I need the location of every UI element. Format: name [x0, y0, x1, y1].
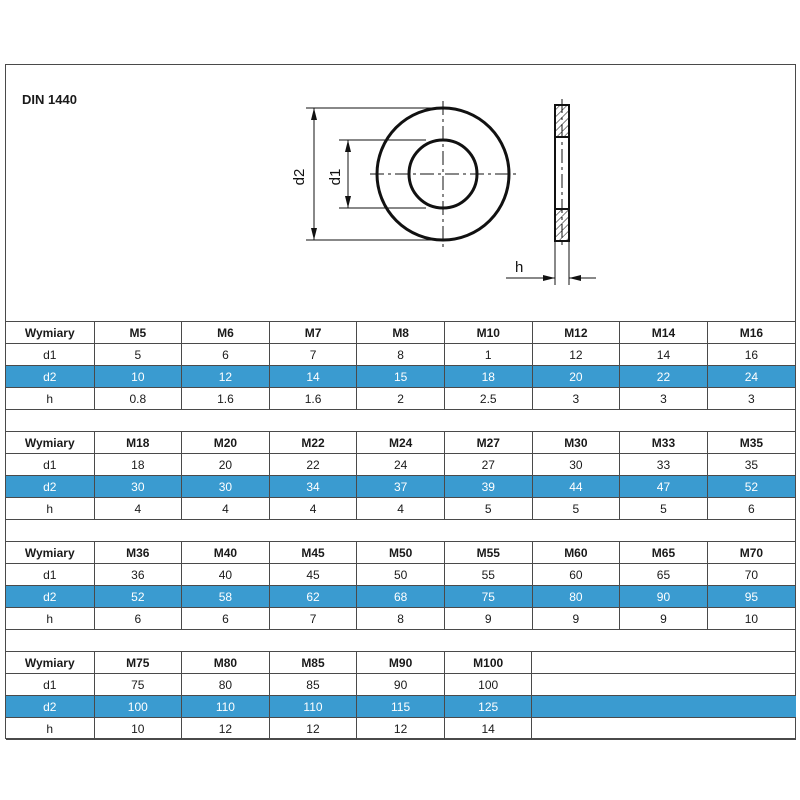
- row-label: d2: [6, 366, 94, 388]
- value-cell: 4: [182, 498, 270, 520]
- value-cell: 110: [182, 696, 270, 718]
- dimension-table-1: [6, 321, 795, 410]
- value-cell: 40: [182, 564, 270, 586]
- table-header-row: [6, 542, 795, 564]
- washer-technical-drawing: [6, 65, 795, 323]
- value-cell: 5: [444, 498, 532, 520]
- value-cell: 95: [707, 586, 795, 608]
- table-row-d1: [6, 674, 796, 696]
- value-cell: 30: [182, 476, 270, 498]
- spec-sheet: [5, 64, 796, 739]
- value-cell: 14: [444, 718, 532, 740]
- value-cell: 30: [532, 454, 620, 476]
- value-cell: 34: [269, 476, 357, 498]
- value-cell: 2: [357, 388, 445, 410]
- value-cell: 10: [94, 366, 182, 388]
- value-cell: 110: [269, 696, 357, 718]
- value-cell: 44: [532, 476, 620, 498]
- size-cell: M24: [357, 432, 445, 454]
- value-cell: 100: [94, 696, 182, 718]
- dimension-table-2: [6, 431, 795, 520]
- header-label: Wymiary: [6, 322, 94, 344]
- size-cell: M36: [94, 542, 182, 564]
- value-cell: 75: [94, 674, 182, 696]
- size-cell: M6: [182, 322, 270, 344]
- row-label: d2: [6, 696, 94, 718]
- value-cell: 4: [269, 498, 357, 520]
- row-label: d1: [6, 454, 94, 476]
- value-cell: 1.6: [269, 388, 357, 410]
- value-cell: 12: [182, 366, 270, 388]
- value-cell: 20: [532, 366, 620, 388]
- size-cell: M65: [620, 542, 708, 564]
- value-cell: 90: [620, 586, 708, 608]
- size-cell: M45: [269, 542, 357, 564]
- size-cell: M75: [94, 652, 182, 674]
- value-cell: 9: [532, 608, 620, 630]
- value-cell: 6: [182, 608, 270, 630]
- size-cell: M12: [532, 322, 620, 344]
- row-label: d1: [6, 344, 94, 366]
- row-label: d2: [6, 586, 94, 608]
- table-row-d2: [6, 366, 795, 388]
- size-cell: M100: [444, 652, 532, 674]
- size-cell: M10: [444, 322, 532, 344]
- value-cell: 12: [532, 344, 620, 366]
- size-cell: M20: [182, 432, 270, 454]
- value-cell: 6: [182, 344, 270, 366]
- value-cell: 100: [444, 674, 532, 696]
- value-cell: 0.8: [94, 388, 182, 410]
- size-cell: M55: [444, 542, 532, 564]
- value-cell: 10: [94, 718, 182, 740]
- value-cell: 1.6: [182, 388, 270, 410]
- value-cell: 75: [444, 586, 532, 608]
- value-cell: 80: [182, 674, 270, 696]
- value-cell: 6: [94, 608, 182, 630]
- h-label: h: [515, 259, 524, 276]
- size-cell: M30: [532, 432, 620, 454]
- value-cell: 47: [620, 476, 708, 498]
- value-cell: 5: [532, 498, 620, 520]
- value-cell: 90: [357, 674, 445, 696]
- table-header-row: [6, 432, 795, 454]
- value-cell: 45: [269, 564, 357, 586]
- size-cell: M8: [357, 322, 445, 344]
- table-header-row: [6, 652, 796, 674]
- d1-label: d1: [327, 168, 344, 186]
- size-cell: M50: [357, 542, 445, 564]
- size-cell: M80: [182, 652, 270, 674]
- value-cell: 30: [94, 476, 182, 498]
- size-cell: M90: [357, 652, 445, 674]
- dimension-table-3: [6, 541, 795, 630]
- value-cell: 6: [707, 498, 795, 520]
- table-row-h: [6, 388, 795, 410]
- row-label: h: [6, 498, 94, 520]
- size-cell: M18: [94, 432, 182, 454]
- row-label: h: [6, 608, 94, 630]
- value-cell: 1: [444, 344, 532, 366]
- value-cell: 68: [357, 586, 445, 608]
- value-cell: 22: [620, 366, 708, 388]
- value-cell: 3: [532, 388, 620, 410]
- row-label: d1: [6, 564, 94, 586]
- value-cell: 3: [620, 388, 708, 410]
- value-cell: 125: [444, 696, 532, 718]
- value-cell: 3: [707, 388, 795, 410]
- value-cell: 14: [620, 344, 708, 366]
- value-cell: 55: [444, 564, 532, 586]
- value-cell: 80: [532, 586, 620, 608]
- empty-cell: [532, 674, 796, 696]
- row-label: h: [6, 388, 94, 410]
- value-cell: 12: [269, 718, 357, 740]
- value-cell: 8: [357, 344, 445, 366]
- value-cell: 7: [269, 608, 357, 630]
- value-cell: 20: [182, 454, 270, 476]
- size-cell: M7: [269, 322, 357, 344]
- size-cell: M22: [269, 432, 357, 454]
- size-cell: M5: [94, 322, 182, 344]
- size-cell: M16: [707, 322, 795, 344]
- table-row-d2: [6, 696, 796, 718]
- header-label: Wymiary: [6, 652, 94, 674]
- value-cell: 4: [94, 498, 182, 520]
- size-cell: M27: [444, 432, 532, 454]
- header-label: Wymiary: [6, 432, 94, 454]
- value-cell: 33: [620, 454, 708, 476]
- size-cell: M40: [182, 542, 270, 564]
- table-header-row: [6, 322, 795, 344]
- table-row-h: [6, 718, 796, 740]
- value-cell: 115: [357, 696, 445, 718]
- size-cell: M70: [707, 542, 795, 564]
- value-cell: 85: [269, 674, 357, 696]
- value-cell: 4: [357, 498, 445, 520]
- table-row-d2: [6, 476, 795, 498]
- value-cell: 10: [707, 608, 795, 630]
- value-cell: 5: [620, 498, 708, 520]
- value-cell: 14: [269, 366, 357, 388]
- value-cell: 58: [182, 586, 270, 608]
- value-cell: 9: [444, 608, 532, 630]
- empty-cell: [532, 718, 796, 740]
- value-cell: 5: [94, 344, 182, 366]
- table-row-h: [6, 498, 795, 520]
- size-cell: M33: [620, 432, 708, 454]
- value-cell: 16: [707, 344, 795, 366]
- table-row-d2: [6, 586, 795, 608]
- size-cell: M60: [532, 542, 620, 564]
- value-cell: 18: [444, 366, 532, 388]
- value-cell: 9: [620, 608, 708, 630]
- table-row-d1: [6, 344, 795, 366]
- value-cell: 39: [444, 476, 532, 498]
- value-cell: 8: [357, 608, 445, 630]
- value-cell: 7: [269, 344, 357, 366]
- table-row-d1: [6, 564, 795, 586]
- value-cell: 12: [357, 718, 445, 740]
- value-cell: 70: [707, 564, 795, 586]
- value-cell: 27: [444, 454, 532, 476]
- value-cell: 62: [269, 586, 357, 608]
- empty-cell: [532, 652, 796, 674]
- value-cell: 52: [94, 586, 182, 608]
- size-cell: M35: [707, 432, 795, 454]
- value-cell: 12: [182, 718, 270, 740]
- row-label: d1: [6, 674, 94, 696]
- value-cell: 60: [532, 564, 620, 586]
- value-cell: 15: [357, 366, 445, 388]
- empty-cell: [532, 696, 796, 718]
- center-lines: [370, 101, 516, 247]
- value-cell: 24: [707, 366, 795, 388]
- size-cell: M85: [269, 652, 357, 674]
- value-cell: 22: [269, 454, 357, 476]
- standard-title: DIN 1440: [22, 92, 77, 107]
- header-label: Wymiary: [6, 542, 94, 564]
- value-cell: 37: [357, 476, 445, 498]
- value-cell: 36: [94, 564, 182, 586]
- value-cell: 52: [707, 476, 795, 498]
- row-label: d2: [6, 476, 94, 498]
- value-cell: 18: [94, 454, 182, 476]
- value-cell: 35: [707, 454, 795, 476]
- dimension-table-4: [6, 651, 796, 740]
- value-cell: 2.5: [444, 388, 532, 410]
- value-cell: 65: [620, 564, 708, 586]
- size-cell: M14: [620, 322, 708, 344]
- table-row-d1: [6, 454, 795, 476]
- d2-label: d2: [291, 168, 308, 186]
- value-cell: 50: [357, 564, 445, 586]
- row-label: h: [6, 718, 94, 740]
- table-row-h: [6, 608, 795, 630]
- value-cell: 24: [357, 454, 445, 476]
